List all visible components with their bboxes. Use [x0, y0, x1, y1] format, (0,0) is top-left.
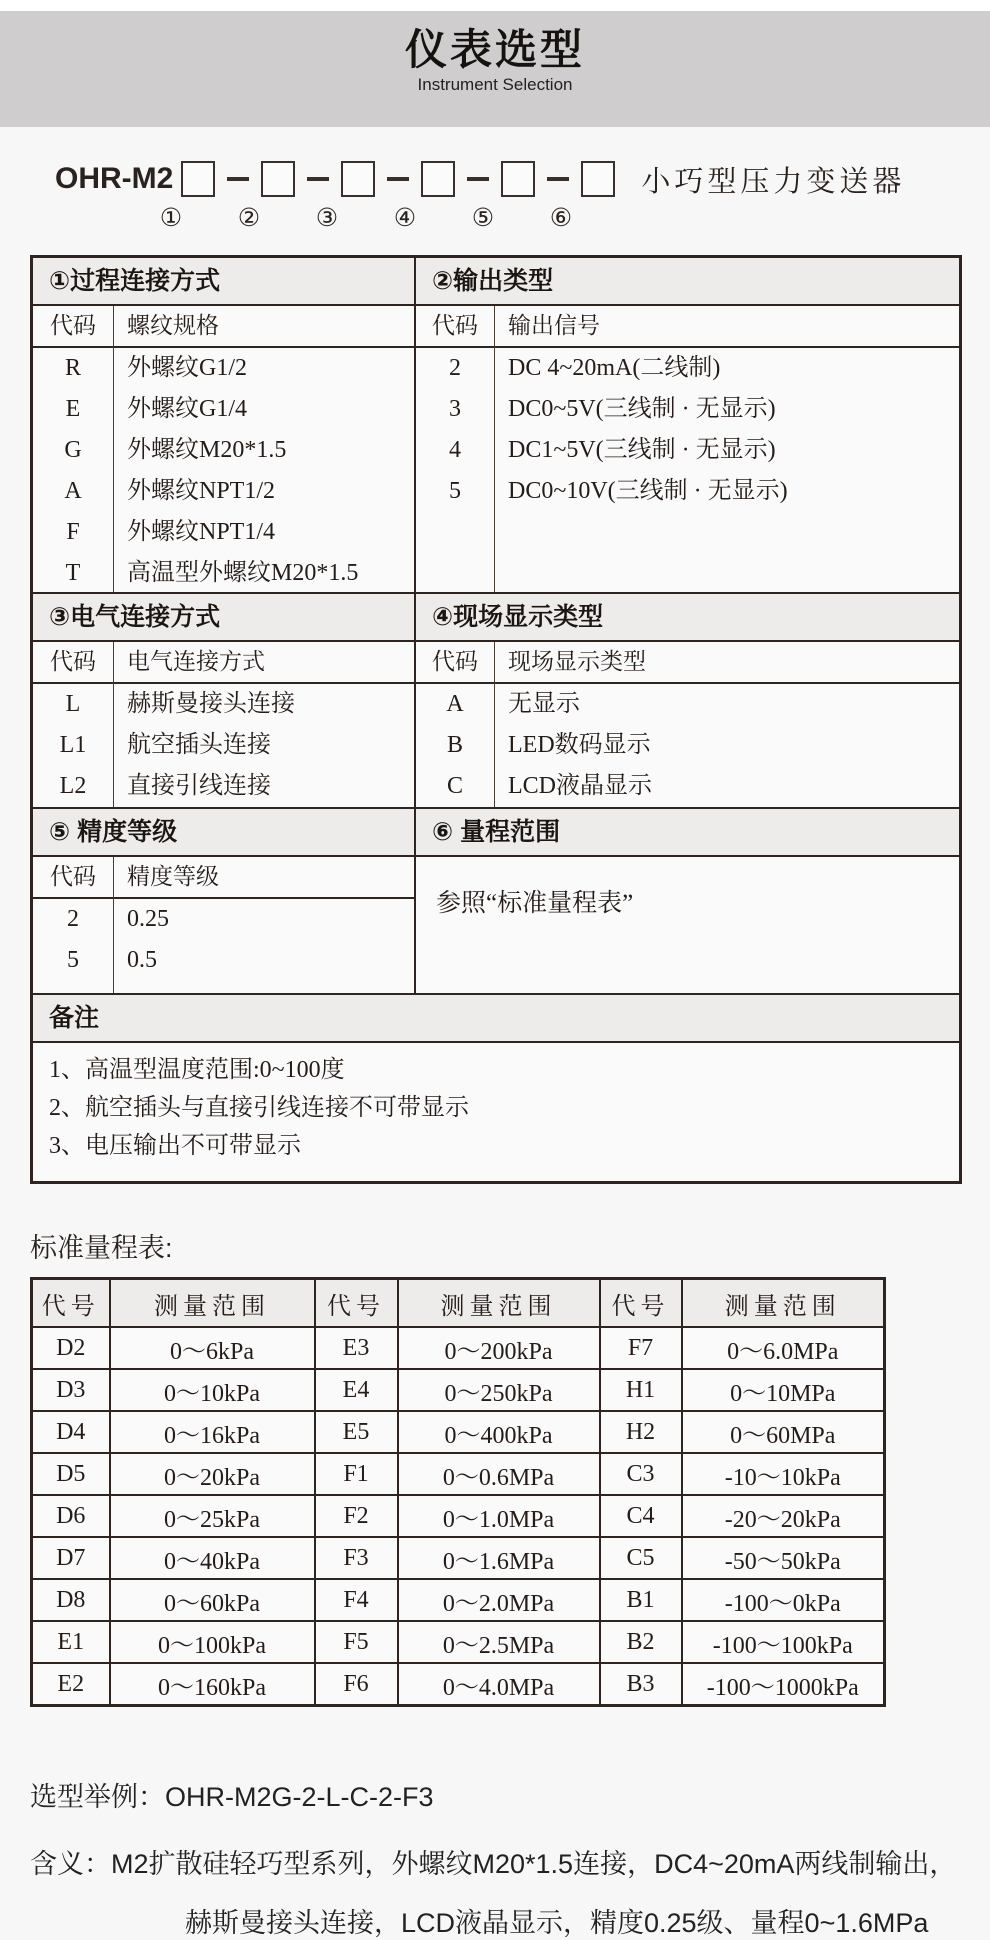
page-header [0, 11, 990, 127]
range-table-row [32, 1495, 885, 1537]
range-code-cell: D2 [32, 1327, 110, 1369]
table-row [33, 430, 414, 471]
table-row [33, 553, 414, 594]
range-table-row [32, 1579, 885, 1621]
desc-cell: DC0~5V(三线制 · 无显示) [508, 396, 776, 422]
model-code-line [0, 159, 990, 199]
code-cell: 4 [449, 437, 461, 463]
code-cell: 5 [449, 478, 461, 504]
position-number: ⑥ [549, 205, 573, 232]
range-code-cell: F5 [315, 1621, 398, 1663]
range-value-cell: 0～10MPa [682, 1369, 885, 1411]
column-divider [494, 642, 495, 807]
section-header-process-connection: ①过程连接方式 [33, 258, 416, 304]
range-code-cell: E1 [32, 1621, 110, 1663]
model-code-box-1 [181, 161, 215, 197]
range-value-cell: 0～40kPa [110, 1537, 315, 1579]
desc-cell: DC0~10V(三线制 · 无显示) [508, 478, 788, 504]
model-suffix: 小巧型压力变送器 [641, 165, 906, 198]
table-row [33, 940, 414, 981]
code-column-header: 代码 [432, 649, 478, 674]
code-column-header: 代码 [432, 313, 478, 338]
range-value-cell: 0～60MPa [682, 1411, 885, 1453]
section-header-display-type: ④现场显示类型 [432, 603, 604, 631]
range-table-header-cell: 测量范围 [110, 1279, 315, 1328]
section-body-5-6 [33, 857, 959, 995]
range-table-row [32, 1537, 885, 1579]
desc-cell: 外螺纹NPT1/4 [127, 519, 276, 545]
desc-cell: 高温型外螺纹M20*1.5 [127, 560, 359, 586]
range-table-header-cell: 代号 [32, 1279, 110, 1328]
standard-range-table [30, 1277, 886, 1707]
model-dash [307, 177, 329, 181]
section-body-1-2 [33, 306, 959, 594]
range-code-cell: D4 [32, 1411, 110, 1453]
range-code-cell: D3 [32, 1369, 110, 1411]
range-table-row [32, 1621, 885, 1663]
code-cell: T [65, 560, 81, 586]
range-table-header-cell: 代号 [315, 1279, 398, 1328]
page-subtitle: Instrument Selection [417, 75, 573, 94]
range-code-cell: H1 [600, 1369, 682, 1411]
range-value-cell: -100～1000kPa [682, 1663, 885, 1706]
table-row [416, 471, 959, 512]
model-code-box-6 [581, 161, 615, 197]
range-code-cell: B1 [600, 1579, 682, 1621]
code-cell: A [64, 478, 82, 504]
range-code-cell: D5 [32, 1453, 110, 1495]
code-cell: B [446, 732, 463, 758]
column-header-row [416, 642, 959, 684]
range-code-cell: H2 [600, 1411, 682, 1453]
column-header-row [416, 306, 959, 348]
desc-column-header: 螺纹规格 [127, 313, 219, 338]
desc-cell: LCD液晶显示 [508, 773, 652, 799]
section-header-row-5-6 [33, 809, 959, 857]
range-code-cell: E4 [315, 1369, 398, 1411]
range-value-cell: 0～0.6MPa [398, 1453, 600, 1495]
range-code-cell: C4 [600, 1495, 682, 1537]
code-cell: 5 [67, 947, 79, 973]
range-value-cell: 0～2.0MPa [398, 1579, 600, 1621]
desc-cell: 直接引线连接 [127, 773, 271, 799]
range-value-cell: -10～10kPa [682, 1453, 885, 1495]
meaning-line-2: 赫斯曼接头连接，LCD液晶显示，精度0.25级、量程0~1.6MPa [185, 1908, 929, 1938]
range-table-row [32, 1453, 885, 1495]
range-value-cell: 0～2.5MPa [398, 1621, 600, 1663]
code-cell: A [446, 691, 464, 717]
range-code-cell: B2 [600, 1621, 682, 1663]
model-dash [467, 177, 489, 181]
table-row [33, 899, 414, 940]
desc-cell: DC 4~20mA(二线制) [508, 355, 721, 381]
position-number: ⑤ [471, 205, 495, 232]
model-code-box-5 [501, 161, 535, 197]
desc-column-header: 输出信号 [508, 313, 600, 338]
table-row [33, 512, 414, 553]
code-column-header: 代码 [50, 313, 96, 338]
range-value-cell: 0～1.6MPa [398, 1537, 600, 1579]
range-code-cell: F2 [315, 1495, 398, 1537]
code-column-header: 代码 [50, 864, 96, 889]
section-header-row-3-4 [33, 594, 959, 642]
column-divider [113, 642, 114, 807]
range-value-cell: 0～4.0MPa [398, 1663, 600, 1706]
range-table-row [32, 1663, 885, 1706]
section-body-3-4 [33, 642, 959, 809]
range-code-cell: D6 [32, 1495, 110, 1537]
section-header-electrical-connection: ③电气连接方式 [33, 594, 416, 640]
range-value-cell: 0～6kPa [110, 1327, 315, 1369]
desc-cell: 0.5 [127, 947, 157, 973]
column-divider [494, 306, 495, 592]
section-header-accuracy-class: ⑤ 精度等级 [33, 809, 416, 855]
range-code-cell: F6 [315, 1663, 398, 1706]
range-value-cell: -100～100kPa [682, 1621, 885, 1663]
column-divider [113, 857, 114, 993]
range-value-cell: 0～100kPa [110, 1621, 315, 1663]
range-table-row [32, 1369, 885, 1411]
table-row [33, 766, 414, 807]
code-cell: L1 [59, 732, 87, 758]
table-row [416, 725, 959, 766]
range-table-label: 标准量程表: [30, 1233, 173, 1263]
range-value-cell: 0～250kPa [398, 1369, 600, 1411]
range-code-cell: D8 [32, 1579, 110, 1621]
range-code-cell: B3 [600, 1663, 682, 1706]
range-reference-text: 参照“标准量程表” [436, 890, 634, 917]
range-code-cell: C5 [600, 1537, 682, 1579]
range-table-row [32, 1411, 885, 1453]
notes-header: 备注 [33, 995, 959, 1043]
desc-cell: LED数码显示 [508, 732, 651, 758]
desc-cell: 无显示 [508, 691, 580, 717]
output-type-block [416, 306, 959, 592]
range-value-cell: 0～20kPa [110, 1453, 315, 1495]
meaning-line-1: 含义：M2扩散硅轻巧型系列，外螺纹M20*1.5连接，DC4~20mA两线制输出， [30, 1849, 957, 1879]
model-dash [227, 177, 249, 181]
code-cell: 2 [449, 355, 461, 381]
table-row [416, 348, 959, 389]
range-code-cell: E2 [32, 1663, 110, 1706]
range-table-header-cell: 测量范围 [682, 1279, 885, 1328]
range-code-cell: E5 [315, 1411, 398, 1453]
code-cell: L [65, 691, 81, 717]
display-type-block [416, 642, 959, 807]
desc-cell: DC1~5V(三线制 · 无显示) [508, 437, 776, 463]
desc-cell: 外螺纹NPT1/2 [127, 478, 276, 504]
desc-column-header: 现场显示类型 [508, 649, 646, 674]
table-row [416, 684, 959, 725]
desc-column-header: 电气连接方式 [127, 649, 265, 674]
range-code-cell: F7 [600, 1327, 682, 1369]
note-line: 3、电压输出不可带显示 [49, 1133, 301, 1159]
table-row [416, 766, 959, 807]
table-row [33, 348, 414, 389]
table-row [416, 389, 959, 430]
position-number: ② [237, 205, 261, 232]
column-header-row [33, 306, 414, 348]
note-line: 1、高温型温度范围:0~100度 [49, 1057, 345, 1083]
code-cell: E [65, 396, 81, 422]
model-prefix: OHR-M2 [55, 162, 174, 195]
code-cell: L2 [59, 773, 87, 799]
model-dash [387, 177, 409, 181]
code-column-header: 代码 [50, 649, 96, 674]
range-value-cell: 0～16kPa [110, 1411, 315, 1453]
range-table-header-cell: 代号 [600, 1279, 682, 1328]
section-header-row-1-2 [33, 258, 959, 306]
model-code-box-3 [341, 161, 375, 197]
code-cell: G [64, 437, 82, 463]
note-line: 2、航空插头与直接引线连接不可带显示 [49, 1095, 469, 1121]
range-value-cell: 0～160kPa [110, 1663, 315, 1706]
range-reference-block [416, 857, 959, 993]
code-cell: 2 [67, 906, 79, 932]
range-value-cell: 0～200kPa [398, 1327, 600, 1369]
position-number-row [0, 203, 990, 235]
page-title: 仪表选型 [404, 26, 585, 73]
range-value-cell: -100～0kPa [682, 1579, 885, 1621]
range-value-cell: 0～1.0MPa [398, 1495, 600, 1537]
range-code-cell: F4 [315, 1579, 398, 1621]
position-number: ③ [315, 205, 339, 232]
top-margin-strip [0, 0, 990, 11]
table-row [33, 471, 414, 512]
code-cell: R [64, 355, 81, 381]
range-value-cell: -20～20kPa [682, 1495, 885, 1537]
range-code-cell: E3 [315, 1327, 398, 1369]
electrical-connection-block [33, 642, 416, 807]
desc-cell: 外螺纹G1/4 [127, 396, 247, 422]
table-row [33, 684, 414, 725]
desc-cell: 航空插头连接 [127, 732, 271, 758]
selection-table [30, 255, 962, 1184]
model-code-box-2 [261, 161, 295, 197]
desc-cell: 外螺纹M20*1.5 [127, 437, 287, 463]
desc-column-header: 精度等级 [127, 864, 219, 889]
accuracy-class-block [33, 857, 416, 993]
range-code-cell: D7 [32, 1537, 110, 1579]
column-header-row [33, 642, 414, 684]
range-code-cell: C3 [600, 1453, 682, 1495]
notes-body [33, 1043, 959, 1181]
code-cell: C [446, 773, 463, 799]
range-table-header-row [32, 1279, 885, 1328]
code-cell: F [66, 519, 80, 545]
range-table-row [32, 1327, 885, 1369]
section-header-range: ⑥ 量程范围 [432, 818, 561, 846]
position-number: ① [159, 205, 183, 232]
range-value-cell: 0～60kPa [110, 1579, 315, 1621]
process-connection-block [33, 306, 416, 592]
range-value-cell: 0～25kPa [110, 1495, 315, 1537]
range-table-header-cell: 测量范围 [398, 1279, 600, 1328]
desc-cell: 外螺纹G1/2 [127, 355, 247, 381]
table-row [33, 725, 414, 766]
table-row [33, 389, 414, 430]
code-cell: 3 [449, 396, 461, 422]
selection-example: 选型举例：OHR-M2G-2-L-C-2-F3 [30, 1782, 434, 1812]
range-code-cell: F1 [315, 1453, 398, 1495]
range-code-cell: F3 [315, 1537, 398, 1579]
section-header-output-type: ②输出类型 [432, 267, 554, 295]
range-value-cell: 0～400kPa [398, 1411, 600, 1453]
table-row [416, 430, 959, 471]
desc-cell: 0.25 [127, 906, 169, 932]
column-header-row [33, 857, 414, 899]
range-value-cell: -50～50kPa [682, 1537, 885, 1579]
range-value-cell: 0～10kPa [110, 1369, 315, 1411]
model-dash [547, 177, 569, 181]
range-value-cell: 0～6.0MPa [682, 1327, 885, 1369]
column-divider [113, 306, 114, 592]
model-code-box-4 [421, 161, 455, 197]
position-number: ④ [393, 205, 417, 232]
desc-cell: 赫斯曼接头连接 [127, 691, 295, 717]
